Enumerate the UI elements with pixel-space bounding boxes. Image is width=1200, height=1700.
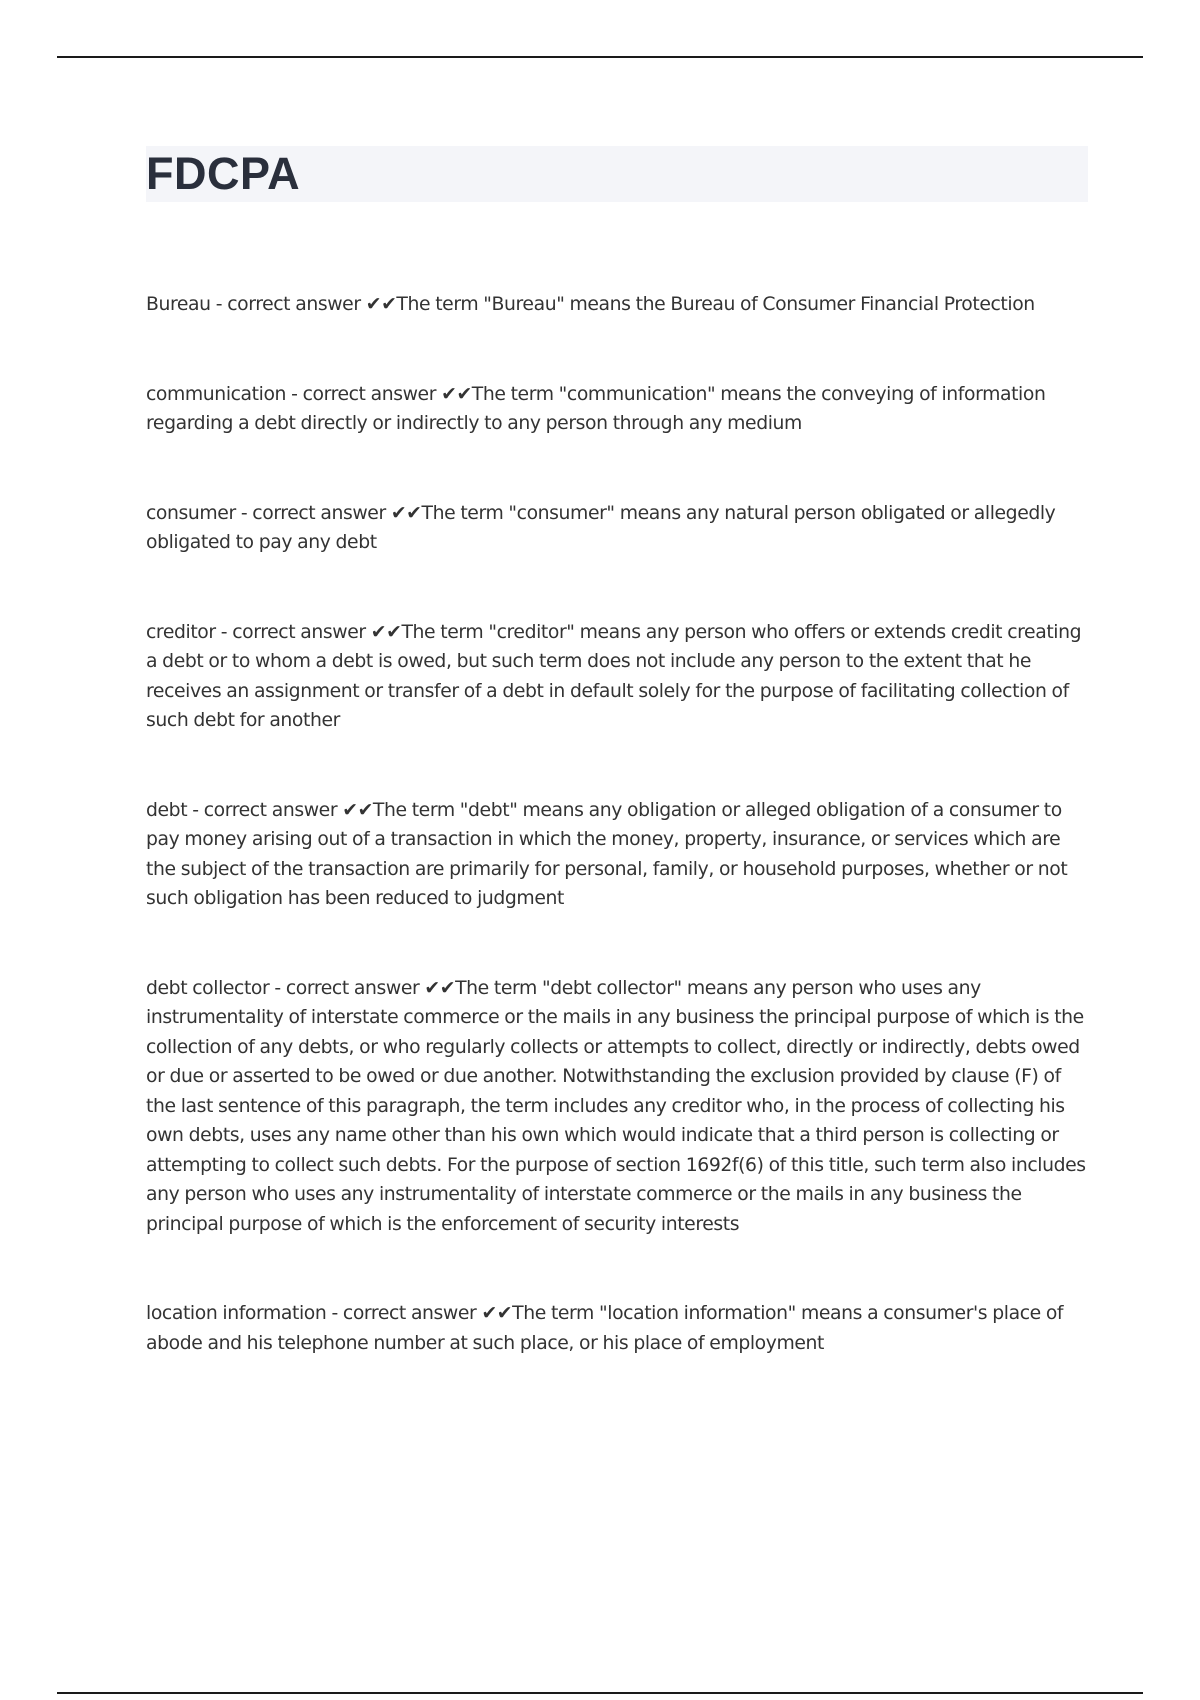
check-icon: ✔✔ [365,294,397,315]
entry-separator: - correct answer [269,977,425,999]
bottom-rule [57,1692,1143,1694]
entry-separator: - correct answer [326,1303,482,1324]
flashcard-list [146,290,1086,1418]
entry-separator: - correct answer [210,294,366,315]
check-icon: ✔✔ [481,1303,513,1324]
check-icon: ✔✔ [441,383,472,405]
flashcard-entry [146,499,1086,558]
check-icon: ✔✔ [370,621,402,643]
entry-term: creditor [146,621,216,643]
entry-definition: The term "communication" means the conveying of information regarding a debt directly or indirectly to any person through any medium [146,383,1046,434]
flashcard-entry [146,796,1086,914]
entry-term: location information [146,1303,327,1324]
check-icon: ✔✔ [342,799,373,821]
flashcard-entry [146,290,1086,320]
flashcard-entry [146,1299,1086,1358]
check-icon: ✔✔ [390,502,422,524]
entry-separator: - correct answer [286,383,442,405]
entry-separator: - correct answer [235,502,391,524]
entry-term: communication [146,383,287,405]
entry-definition: The term "location information" means a consumer's place of abode and his telephone number at such place, or his place of employment [146,1303,1064,1354]
entry-definition: The term "consumer" means any natural person obligated or allegedly obligated to pay any debt [146,502,1056,553]
top-rule [57,56,1143,58]
entry-definition: The term "Bureau" means the Bureau of Consumer Financial Protection [396,294,1035,315]
entry-term: Bureau [146,294,211,315]
flashcard-entry [146,618,1086,736]
entry-definition: The term "debt collector" means any person who uses any instrumentality of interstate commerce or the mails in any business the principal purpose of which is the collection of any debts, or who regularly collects or attempts to collect, directly or indirectly, debts owed or due or asserted to be owed or due another. Notwithstanding the exclusion provided by clause (F) of the last sentence of this paragraph, the term includes any creditor who, in the process of collecting his own debts, uses any name other than his own which would indicate that a third person is collecting or attempting to collect such debts. For the purpose of section 1692f(6) of this title, such term also includes any person who uses any instrumentality of interstate commerce or the mails in any business the principal purpose of which is the enforcement of security interests [146,977,1086,1235]
entry-term: consumer [146,502,236,524]
entry-separator: - correct answer [187,799,343,821]
page-title: FDCPA [146,148,301,199]
check-icon: ✔✔ [424,977,456,999]
entry-separator: - correct answer [215,621,371,643]
entry-term: debt [146,799,188,821]
entry-definition: The term "creditor" means any person who offers or extends credit creating a debt or to whom a debt is owed, but such term does not include any person to the extent that he receives an assignment or transfer of a debt in default solely for the purpose of facilitating collection of such debt for another [146,621,1082,731]
entry-definition: The term "debt" means any obligation or alleged obligation of a consumer to pay money arising out of a transaction in which the money, property, insurance, or services which are the subject of the transaction are primarily for personal, family, or household purposes, whether or not such obligation has been reduced to judgment [146,799,1068,909]
flashcard-entry [146,380,1086,439]
entry-term: debt collector [146,977,270,999]
flashcard-entry [146,974,1086,1240]
